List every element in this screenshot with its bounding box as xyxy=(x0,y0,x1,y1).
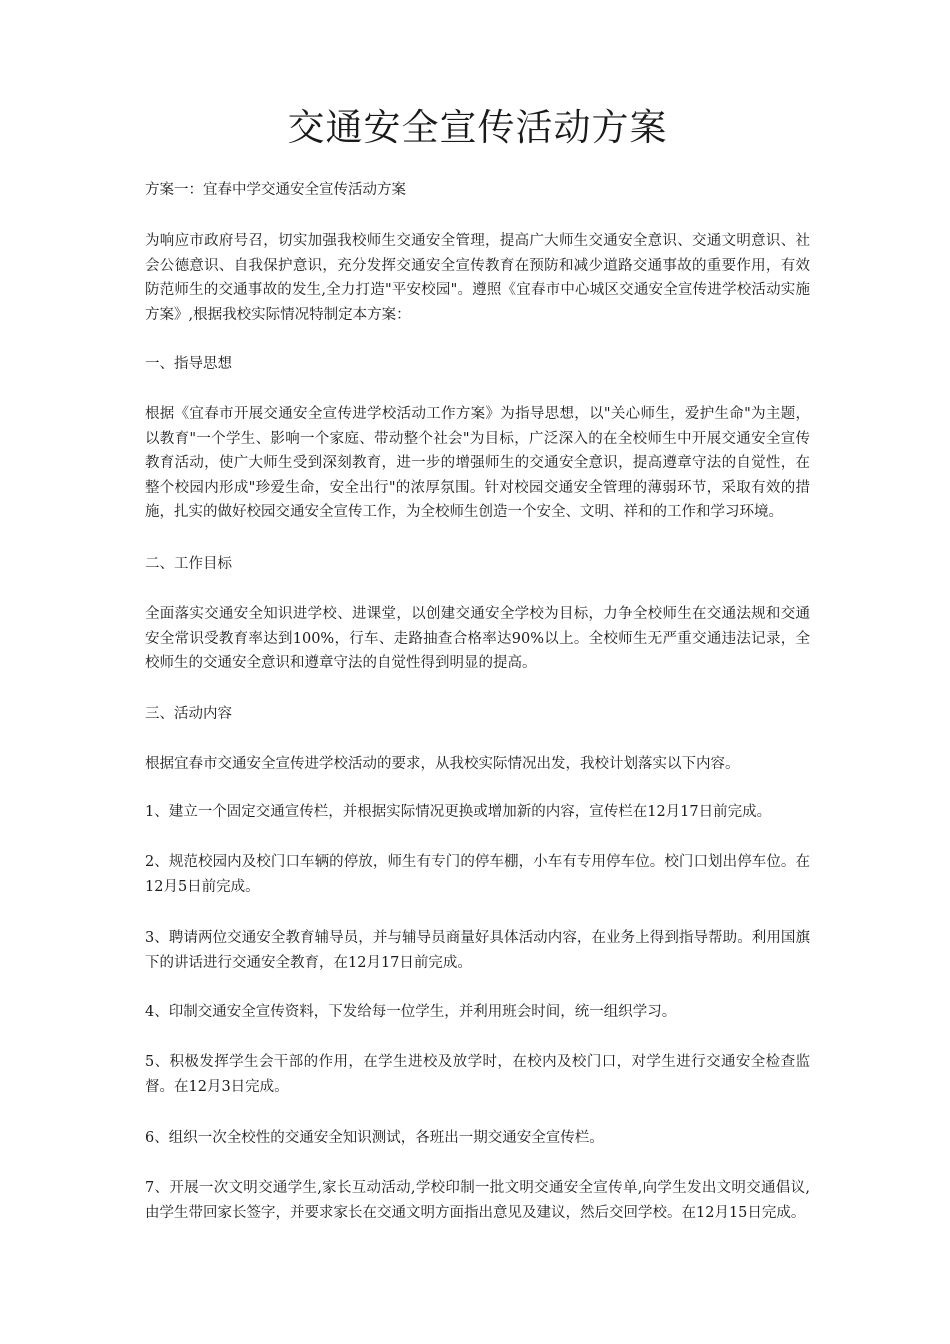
section-heading-guiding-ideology: 一、指导思想 xyxy=(145,356,232,372)
section-body-guiding-ideology: 根据《宜春市开展交通安全宣传进学校活动工作方案》为指导思想，以"关心师生，爱护生命"为主题，以教育"一个学生、影响一个家庭、带动整个社会"为目标，广泛深入的在全校师生中开展交通安全宣传教育活动，使广大师生受到深刻教育，进一步的增强师生的交通安全意识，提高遵章守法的自觉性，在整个校园内形成"珍爱生命，安全出行"的浓厚氛围。针对校园交通安全管理的薄弱环节，采取有效的措施，扎实的做好校园交通安全宣传工作，为全校师生创造一个安全、文明、祥和的工作和学习环境。 xyxy=(145,406,810,520)
section-body-activity-content: 根据宜春市交通安全宣传进学校活动的要求，从我校实际情况出发，我校计划落实以下内容。 xyxy=(145,756,740,772)
section-heading-work-goals: 二、工作目标 xyxy=(145,556,232,572)
list-item: 3、聘请两位交通安全教育辅导员，并与辅导员商量好具体活动内容，在业务上得到指导帮助。利用国旗下的讲话进行交通安全教育，在12月17日前完成。 xyxy=(145,930,810,971)
intro-paragraph: 为响应市政府号召，切实加强我校师生交通安全管理，提高广大师生交通安全意识、交通文明意识、社会公德意识、自我保护意识，充分发挥交通安全宣传教育在预防和减少道路交通事故的重要作用，有效防范师生的交通事故的发生,全力打造"平安校园"。遵照《宜春市中心城区交通安全宣传进学校活动实施方案》,根据我校实际情况特制定本方案： xyxy=(145,233,810,323)
section-body-work-goals: 全面落实交通安全知识进学校、进课堂，以创建交通安全学校为目标，力争全校师生在交通法规和交通安全常识受教育率达到100%，行车、走路抽查合格率达90%以上。全校师生无严重交通违法记录，全校师生的交通安全意识和遵章守法的自觉性得到明显的提高。 xyxy=(145,606,810,671)
list-item: 2、规范校园内及校门口车辆的停放，师生有专门的停车棚，小车有专用停车位。校门口划出停车位。在12月5日前完成。 xyxy=(145,854,810,895)
list-item: 5、积极发挥学生会干部的作用，在学生进校及放学时，在校内及校门口，对学生进行交通安全检查监督。在12月3日完成。 xyxy=(145,1054,810,1095)
list-item: 7、开展一次文明交通学生,家长互动活动,学校印制一批文明交通安全宣传单,向学生发出文明交通倡议,由学生带回家长签字，并要求家长在交通文明方面指出意见及建议，然后交回学校。在12月15日完成。 xyxy=(145,1180,810,1221)
list-item: 4、印制交通安全宣传资料，下发给每一位学生，并利用班会时间，统一组织学习。 xyxy=(145,1004,677,1020)
section-heading-activity-content: 三、活动内容 xyxy=(145,706,232,722)
document-subtitle: 方案一：宜春中学交通安全宣传活动方案 xyxy=(145,182,406,198)
document-title: 交通安全宣传活动方案 xyxy=(287,106,668,149)
list-item: 1、建立一个固定交通宣传栏，并根据实际情况更换或增加新的内容，宣传栏在12月17日前完成。 xyxy=(145,804,772,820)
list-item: 6、组织一次全校性的交通安全知识测试，各班出一期交通安全宣传栏。 xyxy=(145,1130,604,1146)
